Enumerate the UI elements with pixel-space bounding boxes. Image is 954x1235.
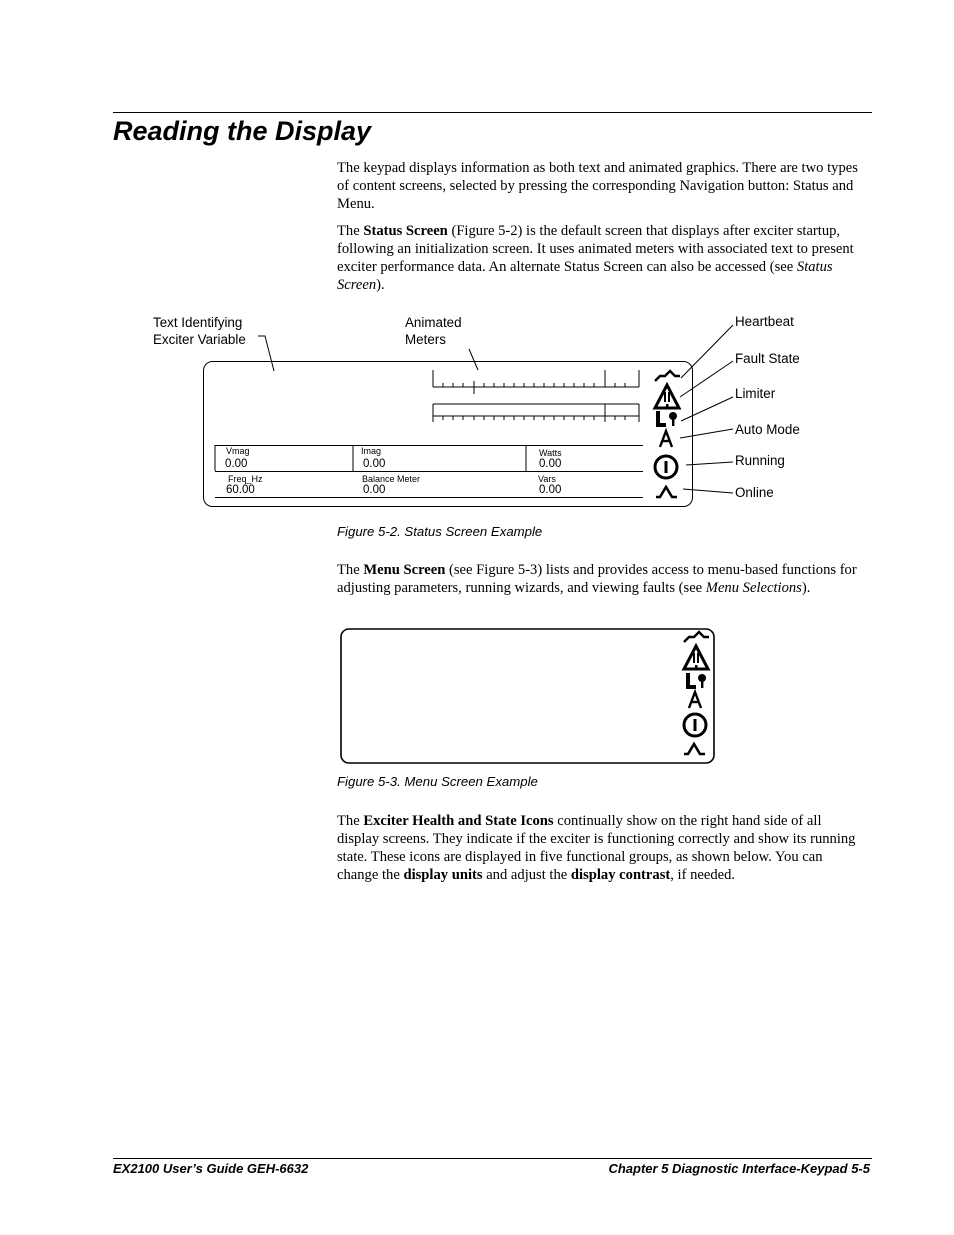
imag-label: Imag bbox=[361, 446, 382, 456]
display-contrast-term: display contrast bbox=[570, 867, 671, 883]
text-run: (see Figure 5-3) lists and provides access to menu-based functions for adjusting parameters, running wizards, and viewing faults (see bbox=[337, 562, 857, 596]
callout-meters-line1: Animated bbox=[405, 315, 462, 330]
callout-text-id-line2: Exciter Variable bbox=[153, 332, 246, 347]
footer-rule bbox=[113, 1158, 872, 1159]
intro-paragraph: The keypad displays information as both text and animated graphics. There are two types of content screens, selected by pressing the corresponding Navigation button: Status and Menu. bbox=[337, 160, 858, 212]
health-icons-paragraph bbox=[337, 812, 867, 884]
text-run: The bbox=[337, 813, 364, 829]
figure-5-3-caption: Figure 5-3. Menu Screen Example bbox=[337, 774, 538, 789]
freq-value: 60.00 bbox=[226, 484, 255, 496]
text-run: ). bbox=[376, 277, 385, 293]
callout-text-id-line1: Text Identifying bbox=[153, 315, 243, 330]
text-run: The bbox=[337, 562, 364, 578]
imag-value: 0.00 bbox=[363, 458, 386, 470]
menu-online-icon bbox=[684, 744, 705, 754]
menu-screen-term: Menu Screen bbox=[363, 562, 446, 578]
callout-auto-mode: Auto Mode bbox=[735, 422, 800, 437]
text-run: , if needed. bbox=[670, 867, 736, 883]
balance-meter-value: 0.00 bbox=[363, 484, 386, 496]
callout-running: Running bbox=[735, 453, 785, 468]
text-run: and adjust the bbox=[482, 867, 571, 883]
callout-fault-state: Fault State bbox=[735, 351, 800, 366]
text-run: ). bbox=[801, 580, 811, 596]
menu-limiter-icon bbox=[686, 673, 706, 689]
menu-fault-state-icon bbox=[684, 646, 708, 669]
vmag-value: 0.00 bbox=[225, 458, 248, 470]
display-units-term: display units bbox=[403, 867, 483, 883]
menu-selections-link: Menu Selections bbox=[705, 580, 802, 596]
callout-heartbeat: Heartbeat bbox=[735, 314, 794, 329]
vmag-label: Vmag bbox=[226, 446, 250, 456]
status-screen-term: Status Screen bbox=[363, 223, 448, 239]
page-title: Reading the Display bbox=[113, 116, 372, 146]
callout-online: Online bbox=[735, 485, 774, 500]
menu-heartbeat-icon bbox=[684, 632, 709, 642]
vars-label: Vars bbox=[538, 474, 556, 484]
status-screen-link: Status Screen bbox=[337, 259, 833, 293]
callout-limiter: Limiter bbox=[735, 386, 776, 401]
menu-auto-mode-icon bbox=[689, 692, 701, 708]
balance-meter-label: Balance Meter bbox=[362, 474, 421, 484]
watts-value: 0.00 bbox=[539, 458, 562, 470]
text-run: The bbox=[337, 223, 364, 239]
watts-label: Watts bbox=[539, 448, 562, 458]
figure-5-2-caption: Figure 5-2. Status Screen Example bbox=[337, 524, 543, 539]
menu-display-frame bbox=[341, 629, 714, 763]
text-run: continually show on the right hand side of all display screens. They indicate if the exciter is functioning correctly and show its running state. These icons are displayed in five functional groups, as shown below. You can change the bbox=[337, 813, 856, 883]
menu-running-icon bbox=[684, 714, 706, 736]
footer-right: Chapter 5 Diagnostic Interface-Keypad 5-5 bbox=[608, 1161, 870, 1176]
callout-meters-line2: Meters bbox=[405, 332, 446, 347]
text-run: (Figure 5-2) is the default screen that displays after exciter startup, following an initialization screen. It uses animated meters with associated text to present exciter performance data. An alternate Status Screen can also be accessed (see bbox=[337, 223, 854, 275]
footer-left: EX2100 User’s Guide GEH-6632 bbox=[113, 1161, 309, 1176]
health-icons-term: Exciter Health and State Icons bbox=[363, 813, 554, 829]
freq-label: Freq_Hz bbox=[228, 474, 263, 484]
vars-value: 0.00 bbox=[539, 484, 562, 496]
